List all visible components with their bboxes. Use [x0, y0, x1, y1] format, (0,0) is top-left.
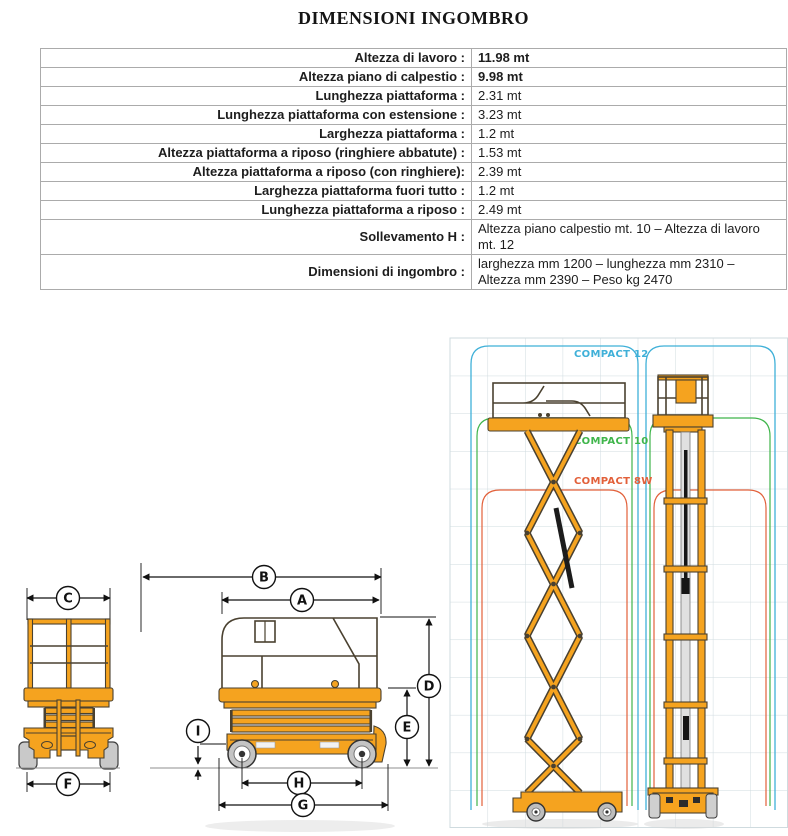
- spec-label: Lunghezza piattaforma con estensione :: [41, 106, 472, 125]
- table-row: [41, 144, 787, 163]
- spec-value: larghezza mm 1200 – lunghezza mm 2310 – Altezza mm 2390 – Peso kg 2470: [472, 255, 787, 290]
- wheel: [649, 794, 660, 818]
- dim-label-a: A: [296, 593, 308, 609]
- dim-label-e: E: [402, 720, 412, 736]
- spec-value: 11.98 mt: [472, 49, 787, 68]
- dim-label-g: G: [297, 798, 309, 814]
- folded-scissors: [230, 710, 372, 732]
- spec-value: 3.23 mt: [472, 106, 787, 125]
- wheel: [527, 803, 545, 821]
- spec-value: 1.2 mt: [472, 125, 787, 144]
- dim-label-b: B: [259, 570, 269, 586]
- dim-label-f: F: [63, 777, 73, 793]
- spec-label: Altezza piattaforma a riposo (ringhiere abbatute) :: [41, 144, 472, 163]
- shadow: [482, 819, 638, 829]
- page-title: DIMENSIONI INGOMBRO: [297, 8, 530, 28]
- spec-label: Dimensioni di ingombro :: [41, 255, 472, 290]
- shadow: [644, 819, 724, 829]
- envelope-comparison-panel: [450, 338, 788, 829]
- spec-value: 1.2 mt: [472, 182, 787, 201]
- dim-label-c: C: [63, 591, 73, 607]
- shadow: [205, 820, 395, 832]
- spec-value: 2.49 mt: [472, 201, 787, 220]
- spec-label: Sollevamento H :: [41, 220, 472, 255]
- model-label-compact-12: COMPACT 12: [574, 349, 649, 360]
- stowed-side-view: [141, 563, 441, 832]
- table-row: [41, 163, 787, 182]
- table-row: [41, 125, 787, 144]
- spec-label: Larghezza piattaforma :: [41, 125, 472, 144]
- spec-label: Lunghezza piattaforma :: [41, 87, 472, 106]
- table-row: [41, 255, 787, 290]
- grid-background: [450, 338, 788, 828]
- stowed-front-view: [16, 587, 120, 796]
- spec-label: Altezza piattaforma a riposo (con ringhiere):: [41, 163, 472, 182]
- table-row: [41, 87, 787, 106]
- spec-value: Altezza piano calpestio mt. 10 – Altezza di lavoro mt. 12: [472, 220, 787, 255]
- dimension-drawings: [0, 330, 788, 836]
- spec-value: 2.39 mt: [472, 163, 787, 182]
- table-row: [41, 201, 787, 220]
- dim-label-h: H: [293, 776, 305, 792]
- model-label-compact-8w: COMPACT 8W: [574, 476, 653, 487]
- spec-value: 2.31 mt: [472, 87, 787, 106]
- specs-table: [40, 48, 787, 290]
- dim-label-d: D: [423, 679, 435, 695]
- folded-scissors: [44, 708, 96, 728]
- wheel: [598, 803, 616, 821]
- table-row: [41, 68, 787, 87]
- spec-label: Altezza piano di calpestio :: [41, 68, 472, 87]
- table-row: [41, 49, 787, 68]
- spec-label: Altezza di lavoro :: [41, 49, 472, 68]
- table-row: [41, 220, 787, 255]
- table-row: [41, 106, 787, 125]
- spec-label: Lunghezza piattaforma a riposo :: [41, 201, 472, 220]
- wheel: [706, 794, 717, 818]
- spec-label: Larghezza piattaforma fuori tutto :: [41, 182, 472, 201]
- dim-label-i: I: [195, 724, 201, 740]
- spec-value: 1.53 mt: [472, 144, 787, 163]
- spec-value: 9.98 mt: [472, 68, 787, 87]
- table-row: [41, 182, 787, 201]
- model-label-compact-10: COMPACT 10: [574, 436, 649, 447]
